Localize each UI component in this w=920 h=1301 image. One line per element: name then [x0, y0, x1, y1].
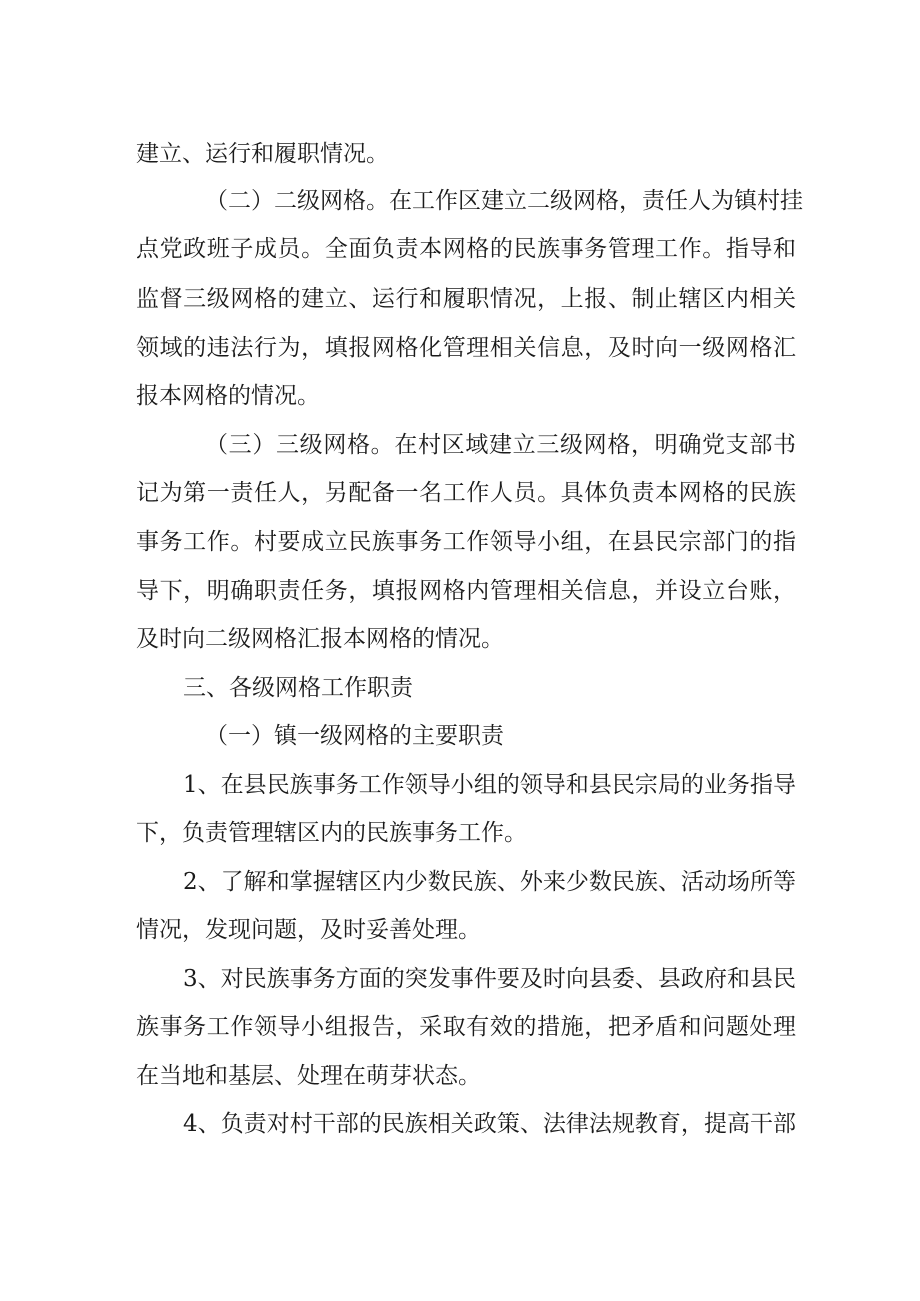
text-line: 族事务工作领导小组报告，采取有效的措施，把矛盾和问题处理 [136, 1014, 796, 1040]
text-line: （三）三级网格。在村区域建立三级网格，明确党支部书 [205, 432, 796, 458]
text-line: （二）二级网格。在工作区建立二级网格，责任人为镇村挂 [205, 188, 803, 214]
text-line: 下，负责管理辖区内的民族事务工作。 [136, 820, 527, 846]
text-line: 及时向二级网格汇报本网格的情况。 [136, 626, 504, 652]
text-line: 在当地和基层、处理在萌芽状态。 [136, 1063, 481, 1089]
text-line: 4、负责对村干部的民族相关政策、法律法规教育，提高干部 [183, 1111, 796, 1137]
text-line: 情况，发现问题，及时妥善处理。 [136, 917, 481, 943]
text-line: 监督三级网格的建立、运行和履职情况，上报、制止辖区内相关 [136, 286, 796, 312]
text-line: 记为第一责任人，另配备一名工作人员。具体负责本网格的民族 [136, 480, 796, 506]
text-line: 1、在县民族事务工作领导小组的领导和县民宗局的业务指导 [183, 772, 796, 798]
text-line: 事务工作。村要成立民族事务工作领导小组，在县民宗部门的指 [136, 529, 796, 555]
section-heading: 三、各级网格工作职责 [183, 675, 413, 701]
text-line: 领域的违法行为，填报网格化管理相关信息，及时向一级网格汇 [136, 335, 796, 361]
text-line: 2、了解和掌握辖区内少数民族、外来少数民族、活动场所等 [183, 869, 796, 895]
text-line: 3、对民族事务方面的突发事件要及时向县委、县政府和县民 [183, 966, 796, 992]
text-line: 导下，明确职责任务，填报网格内管理相关信息，并设立台账， [136, 578, 796, 604]
subsection-heading: （一）镇一级网格的主要职责 [205, 723, 504, 749]
text-line: 报本网格的情况。 [136, 383, 320, 409]
text-line: 建立、运行和履职情况。 [136, 141, 389, 167]
text-line: 点党政班子成员。全面负责本网格的民族事务管理工作。指导和 [136, 236, 796, 262]
